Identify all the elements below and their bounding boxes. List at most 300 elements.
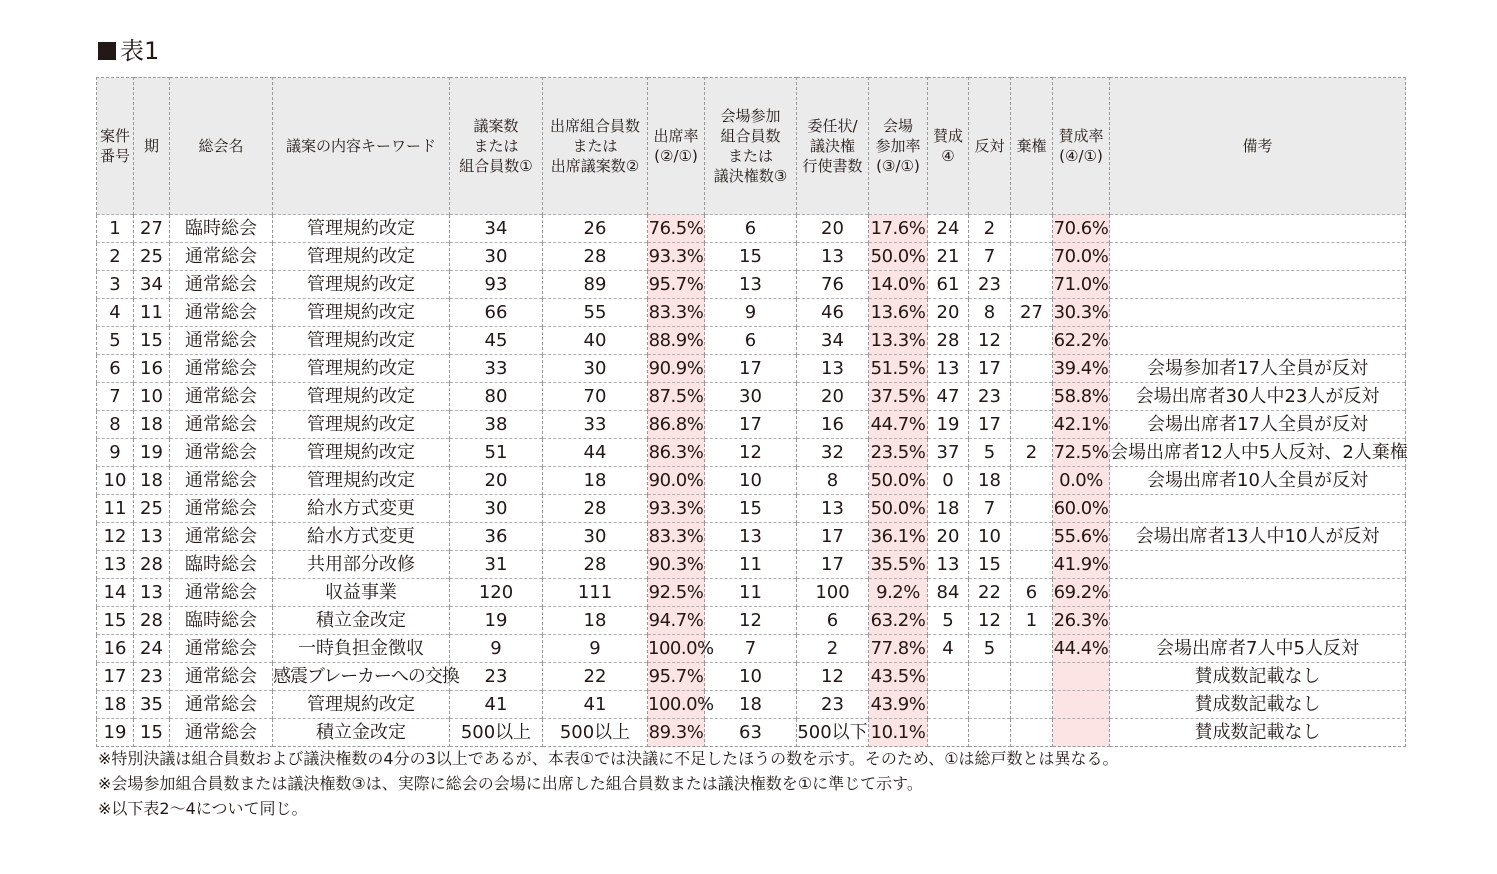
column-header: 賛成 ④ — [928, 78, 969, 215]
table-cell: 19 — [97, 719, 134, 747]
table-cell: 通常総会 — [170, 663, 273, 691]
table-cell: 13 — [705, 523, 797, 551]
table-cell: 16 — [797, 411, 869, 439]
table-cell: 通常総会 — [170, 383, 273, 411]
table-cell: 12 — [97, 523, 134, 551]
table-cell — [1110, 551, 1406, 579]
table-cell: 15 — [97, 607, 134, 635]
column-header: 出席組合員数 または 出席議案数② — [543, 78, 648, 215]
table-cell: 50.0% — [869, 467, 928, 495]
table-cell: 58.8% — [1053, 383, 1110, 411]
table-cell: 通常総会 — [170, 691, 273, 719]
table-cell — [1011, 327, 1053, 355]
table-cell: 18 — [543, 467, 648, 495]
table-cell: 2 — [1011, 439, 1053, 467]
table-row — [97, 383, 1406, 411]
table-cell: 51.5% — [869, 355, 928, 383]
table-cell: 23 — [969, 383, 1011, 411]
table-cell: 管理規約改定 — [273, 215, 450, 243]
table-cell: 15 — [705, 243, 797, 271]
table-cell: 16 — [97, 635, 134, 663]
table-cell — [1011, 691, 1053, 719]
table-cell: 41.9% — [1053, 551, 1110, 579]
table-cell: 44.4% — [1053, 635, 1110, 663]
table-row — [97, 467, 1406, 495]
table-cell: 31 — [450, 551, 543, 579]
table-cell: 13 — [797, 355, 869, 383]
table-cell: 賛成数記載なし — [1110, 663, 1406, 691]
table-cell: 45 — [450, 327, 543, 355]
table-row — [97, 243, 1406, 271]
table-cell: 23 — [969, 271, 1011, 299]
table-cell: 5 — [97, 327, 134, 355]
footnote: ※会場参加組合員数または議決権数③は、実際に総会の会場に出席した組合員数または議決権数を①に準じて示す。 — [98, 774, 923, 793]
table-cell: 13 — [928, 551, 969, 579]
table-cell: 92.5% — [648, 579, 705, 607]
table-cell: 臨時総会 — [170, 215, 273, 243]
table-cell: 管理規約改定 — [273, 327, 450, 355]
table-cell: 24 — [134, 635, 170, 663]
table-cell: 38 — [450, 411, 543, 439]
table-cell: 管理規約改定 — [273, 355, 450, 383]
table-row — [97, 299, 1406, 327]
table-cell: 25 — [134, 243, 170, 271]
table-cell: 60.0% — [1053, 495, 1110, 523]
table-cell: 19 — [450, 607, 543, 635]
table-cell: 46 — [797, 299, 869, 327]
table-cell: 17 — [797, 523, 869, 551]
table-row — [97, 551, 1406, 579]
table-cell — [1110, 271, 1406, 299]
table-cell: 93 — [450, 271, 543, 299]
table-cell: 20 — [797, 215, 869, 243]
table-cell: 通常総会 — [170, 495, 273, 523]
table-cell: 2 — [797, 635, 869, 663]
table-cell: 通常総会 — [170, 579, 273, 607]
table-cell: 55.6% — [1053, 523, 1110, 551]
table-cell: 70.6% — [1053, 215, 1110, 243]
table-cell: 23 — [797, 691, 869, 719]
table-cell: 10 — [97, 467, 134, 495]
table-cell: 18 — [134, 411, 170, 439]
table-cell: 2 — [969, 215, 1011, 243]
table-cell: 500以上 — [543, 719, 648, 747]
table-cell: 通常総会 — [170, 299, 273, 327]
table-cell: 13 — [928, 355, 969, 383]
table-cell: 28 — [928, 327, 969, 355]
footnote: ※特別決議は組合員数および議決権数の4分の3以上であるが、本表①では決議に不足したほうの数を示す。そのため、①は総戸数とは異なる。 — [98, 749, 1119, 768]
table-cell: 通常総会 — [170, 243, 273, 271]
table-row — [97, 691, 1406, 719]
table-cell — [1053, 691, 1110, 719]
table-cell: 20 — [928, 299, 969, 327]
column-header: 総会名 — [170, 78, 273, 215]
table-cell: 通常総会 — [170, 719, 273, 747]
table-cell: 500以下 — [797, 719, 869, 747]
table-cell: 20 — [797, 383, 869, 411]
table-cell: 会場出席者17人全員が反対 — [1110, 411, 1406, 439]
table-cell: 15 — [134, 327, 170, 355]
table-cell: 69.2% — [1053, 579, 1110, 607]
table-cell — [1110, 579, 1406, 607]
table-cell: 積立金改定 — [273, 719, 450, 747]
table-cell: 15 — [969, 551, 1011, 579]
table-cell: 95.7% — [648, 663, 705, 691]
table-cell: 通常総会 — [170, 467, 273, 495]
table-cell: 100.0% — [648, 691, 705, 719]
table-cell: 10 — [705, 467, 797, 495]
table-cell: 28 — [543, 495, 648, 523]
table-cell: 管理規約改定 — [273, 299, 450, 327]
table-row — [97, 327, 1406, 355]
table-cell: 7 — [969, 495, 1011, 523]
table-cell: 39.4% — [1053, 355, 1110, 383]
table-cell: 感震ブレーカーへの交換 — [273, 663, 450, 691]
table-cell — [1011, 215, 1053, 243]
table-row — [97, 579, 1406, 607]
table-cell: 27 — [1011, 299, 1053, 327]
table-cell — [928, 691, 969, 719]
table-cell: 10 — [134, 383, 170, 411]
table-cell: 37 — [928, 439, 969, 467]
table-cell: 94.7% — [648, 607, 705, 635]
table-row — [97, 355, 1406, 383]
table-cell: 17 — [797, 551, 869, 579]
table-cell: 12 — [705, 607, 797, 635]
table-cell: 89 — [543, 271, 648, 299]
table-cell: 44 — [543, 439, 648, 467]
table-cell: 3 — [97, 271, 134, 299]
table-cell: 共用部分改修 — [273, 551, 450, 579]
column-header: 期 — [134, 78, 170, 215]
table-cell: 1 — [1011, 607, 1053, 635]
column-header: 棄権 — [1011, 78, 1053, 215]
table-cell: 62.2% — [1053, 327, 1110, 355]
table-cell: 28 — [134, 551, 170, 579]
table-cell: 8 — [797, 467, 869, 495]
table-cell: 13 — [705, 271, 797, 299]
table-cell: 会場出席者30人中23人が反対 — [1110, 383, 1406, 411]
table-cell: 18 — [969, 467, 1011, 495]
table-cell: 51 — [450, 439, 543, 467]
table-row — [97, 411, 1406, 439]
table-cell — [1110, 243, 1406, 271]
table-cell: 10.1% — [869, 719, 928, 747]
table-cell: 24 — [928, 215, 969, 243]
table-cell: 9.2% — [869, 579, 928, 607]
column-header: 案件 番号 — [97, 78, 134, 215]
table-cell: 500以上 — [450, 719, 543, 747]
column-header: 会場 参加率 (③/①) — [869, 78, 928, 215]
table-row — [97, 663, 1406, 691]
table-cell: 90.9% — [648, 355, 705, 383]
table-cell: 33 — [450, 355, 543, 383]
table-cell — [969, 691, 1011, 719]
table-cell: 18 — [705, 691, 797, 719]
table-cell: 18 — [928, 495, 969, 523]
table-cell: 4 — [928, 635, 969, 663]
table-cell: 12 — [969, 607, 1011, 635]
table-cell — [1011, 663, 1053, 691]
table-cell: 19 — [928, 411, 969, 439]
table-cell: 70 — [543, 383, 648, 411]
table-cell: 13.6% — [869, 299, 928, 327]
table-cell: 17 — [969, 355, 1011, 383]
table-cell: 9 — [450, 635, 543, 663]
table-cell — [1110, 607, 1406, 635]
table-cell: 管理規約改定 — [273, 411, 450, 439]
table-cell: 6 — [1011, 579, 1053, 607]
column-header: 出席率 (②/①) — [648, 78, 705, 215]
table-cell: 28 — [543, 243, 648, 271]
table-cell: 管理規約改定 — [273, 691, 450, 719]
table-cell: 通常総会 — [170, 635, 273, 663]
table-cell: 11 — [97, 495, 134, 523]
table-cell: 63.2% — [869, 607, 928, 635]
table-cell: 13 — [134, 523, 170, 551]
table-cell: 88.9% — [648, 327, 705, 355]
table-cell — [1053, 663, 1110, 691]
table-cell: 36 — [450, 523, 543, 551]
table-cell: 20 — [450, 467, 543, 495]
table-row — [97, 523, 1406, 551]
table-cell: 収益事業 — [273, 579, 450, 607]
table-title — [98, 36, 159, 66]
table-cell: 賛成数記載なし — [1110, 691, 1406, 719]
table-cell: 会場出席者7人中5人反対 — [1110, 635, 1406, 663]
table-cell: 111 — [543, 579, 648, 607]
table-cell: 41 — [450, 691, 543, 719]
table-cell: 通常総会 — [170, 439, 273, 467]
column-header: 議案の内容キーワード — [273, 78, 450, 215]
table-cell: 給水方式変更 — [273, 523, 450, 551]
table-cell: 44.7% — [869, 411, 928, 439]
table-cell: 21 — [928, 243, 969, 271]
table-cell: 80 — [450, 383, 543, 411]
table-cell: 26 — [543, 215, 648, 243]
table-cell: 通常総会 — [170, 271, 273, 299]
table-cell: 23.5% — [869, 439, 928, 467]
table-cell: 通常総会 — [170, 327, 273, 355]
table-cell: 17.6% — [869, 215, 928, 243]
table-cell — [928, 719, 969, 747]
table-cell: 19 — [134, 439, 170, 467]
footnotes — [98, 746, 1119, 821]
table-cell: 管理規約改定 — [273, 383, 450, 411]
table-cell: 95.7% — [648, 271, 705, 299]
table-cell: 18 — [543, 607, 648, 635]
table-cell — [928, 663, 969, 691]
table-cell — [1011, 271, 1053, 299]
table-cell: 86.8% — [648, 411, 705, 439]
table-cell: 20 — [928, 523, 969, 551]
table-cell: 43.5% — [869, 663, 928, 691]
table-cell: 管理規約改定 — [273, 243, 450, 271]
table-cell — [1011, 523, 1053, 551]
table-cell: 36.1% — [869, 523, 928, 551]
column-header: 反対 — [969, 78, 1011, 215]
footnote: ※以下表2〜4について同じ。 — [98, 799, 308, 818]
table-row — [97, 271, 1406, 299]
table-cell: 18 — [97, 691, 134, 719]
table-cell: 35 — [134, 691, 170, 719]
table-cell: 6 — [97, 355, 134, 383]
table-cell — [1110, 215, 1406, 243]
table-cell: 34 — [134, 271, 170, 299]
table-cell: 22 — [543, 663, 648, 691]
table-cell — [969, 719, 1011, 747]
table-row — [97, 607, 1406, 635]
table-cell: 12 — [969, 327, 1011, 355]
table-row — [97, 439, 1406, 467]
column-header: 備考 — [1110, 78, 1406, 215]
table-cell: 14.0% — [869, 271, 928, 299]
table-cell — [1011, 243, 1053, 271]
table-cell: 2 — [97, 243, 134, 271]
table-cell: 50.0% — [869, 243, 928, 271]
table-cell: 66 — [450, 299, 543, 327]
table-cell: 76 — [797, 271, 869, 299]
table-cell: 17 — [705, 411, 797, 439]
table-cell: 40 — [543, 327, 648, 355]
table-cell: 28 — [543, 551, 648, 579]
table-cell: 8 — [97, 411, 134, 439]
table-cell: 7 — [969, 243, 1011, 271]
table-cell: 22 — [969, 579, 1011, 607]
table-cell: 90.0% — [648, 467, 705, 495]
column-header: 賛成率 (④/①) — [1053, 78, 1110, 215]
table-cell: 管理規約改定 — [273, 439, 450, 467]
table-cell: 89.3% — [648, 719, 705, 747]
table-cell: 43.9% — [869, 691, 928, 719]
table-cell: 6 — [797, 607, 869, 635]
table-cell: 12 — [797, 663, 869, 691]
table-cell: 会場参加者17人全員が反対 — [1110, 355, 1406, 383]
table-cell: 9 — [543, 635, 648, 663]
column-header: 委任状/ 議決権 行使書数 — [797, 78, 869, 215]
table-cell: 0 — [928, 467, 969, 495]
table-cell: 9 — [97, 439, 134, 467]
table-cell: 63 — [705, 719, 797, 747]
results-table — [96, 77, 1406, 747]
table-cell: 会場出席者10人全員が反対 — [1110, 467, 1406, 495]
table-cell: 給水方式変更 — [273, 495, 450, 523]
table-body — [97, 215, 1406, 747]
table-cell: 47 — [928, 383, 969, 411]
table-cell: 27 — [134, 215, 170, 243]
table-cell: 5 — [969, 439, 1011, 467]
table-cell: 86.3% — [648, 439, 705, 467]
table-cell: 76.5% — [648, 215, 705, 243]
table-cell: 50.0% — [869, 495, 928, 523]
table-cell: 34 — [797, 327, 869, 355]
table-cell: 一時負担金徴収 — [273, 635, 450, 663]
table-cell — [1110, 299, 1406, 327]
table-cell: 臨時総会 — [170, 551, 273, 579]
table-cell: 28 — [134, 607, 170, 635]
table-cell — [1110, 327, 1406, 355]
table-cell: 61 — [928, 271, 969, 299]
table-cell — [1011, 495, 1053, 523]
table-row — [97, 719, 1406, 747]
table-cell — [1011, 383, 1053, 411]
table-cell: 26.3% — [1053, 607, 1110, 635]
table-cell: 17 — [705, 355, 797, 383]
table-title-text: 表1 — [120, 37, 160, 65]
table-cell: 11 — [134, 299, 170, 327]
table-cell: 14 — [97, 579, 134, 607]
table-cell: 6 — [705, 215, 797, 243]
table-cell: 34 — [450, 215, 543, 243]
table-cell: 13 — [134, 579, 170, 607]
table-cell: 通常総会 — [170, 523, 273, 551]
table-cell: 会場出席者13人中10人が反対 — [1110, 523, 1406, 551]
table-cell — [1011, 355, 1053, 383]
table-cell: 23 — [134, 663, 170, 691]
table-cell: 30 — [450, 495, 543, 523]
table-cell: 10 — [705, 663, 797, 691]
table-cell: 13 — [797, 243, 869, 271]
table-cell: 25 — [134, 495, 170, 523]
table-cell — [1053, 719, 1110, 747]
table-cell: 30 — [705, 383, 797, 411]
table-cell: 0.0% — [1053, 467, 1110, 495]
table-cell: 30.3% — [1053, 299, 1110, 327]
table-cell: 37.5% — [869, 383, 928, 411]
table-cell: 6 — [705, 327, 797, 355]
table-cell — [1011, 635, 1053, 663]
table-row — [97, 215, 1406, 243]
table-cell: 87.5% — [648, 383, 705, 411]
table-cell: 7 — [705, 635, 797, 663]
table-cell: 84 — [928, 579, 969, 607]
table-cell: 13 — [797, 495, 869, 523]
table-cell: 120 — [450, 579, 543, 607]
table-cell: 13 — [97, 551, 134, 579]
table-cell: 71.0% — [1053, 271, 1110, 299]
table-cell: 41 — [543, 691, 648, 719]
table-cell: 11 — [705, 551, 797, 579]
table-cell: 11 — [705, 579, 797, 607]
table-cell: 90.3% — [648, 551, 705, 579]
table-cell: 30 — [450, 243, 543, 271]
table-cell: 7 — [97, 383, 134, 411]
table-cell: 100.0% — [648, 635, 705, 663]
table-cell: 17 — [97, 663, 134, 691]
table-cell: 23 — [450, 663, 543, 691]
table-cell: 70.0% — [1053, 243, 1110, 271]
table-cell: 72.5% — [1053, 439, 1110, 467]
table-cell: 賛成数記載なし — [1110, 719, 1406, 747]
table-cell: 会場出席者12人中5人反対、2人棄権 — [1110, 439, 1406, 467]
table-cell: 32 — [797, 439, 869, 467]
table-cell: 42.1% — [1053, 411, 1110, 439]
table-cell: 93.3% — [648, 243, 705, 271]
table-cell: 5 — [969, 635, 1011, 663]
table-cell: 通常総会 — [170, 411, 273, 439]
table-cell: 5 — [928, 607, 969, 635]
table-cell: 35.5% — [869, 551, 928, 579]
table-cell — [1011, 467, 1053, 495]
table-cell: 83.3% — [648, 523, 705, 551]
table-cell: 83.3% — [648, 299, 705, 327]
table-cell: 15 — [134, 719, 170, 747]
table-cell: 15 — [705, 495, 797, 523]
table-cell: 77.8% — [869, 635, 928, 663]
column-header: 議案数 または 組合員数① — [450, 78, 543, 215]
table-row — [97, 635, 1406, 663]
header-row — [97, 78, 1406, 215]
